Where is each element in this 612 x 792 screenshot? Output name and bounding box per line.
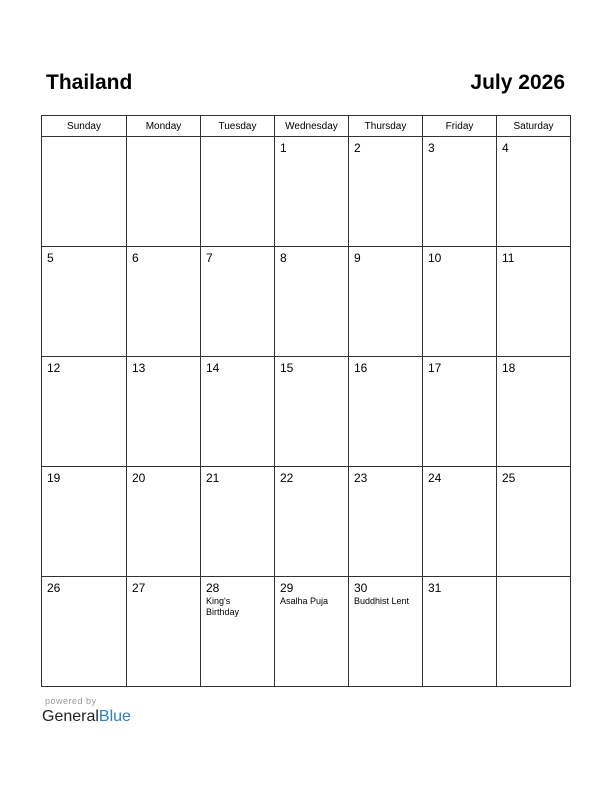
day-cell [349, 467, 423, 577]
holiday-label [497, 581, 570, 582]
holiday-label [423, 155, 496, 156]
day-number: 11 [502, 251, 515, 265]
holiday-label [275, 265, 348, 266]
day-cell [275, 467, 349, 577]
day-cell [275, 577, 349, 687]
day-cell [275, 357, 349, 467]
day-cell [349, 577, 423, 687]
day-cell [423, 357, 497, 467]
brand-blue: Blue [98, 708, 131, 725]
day-number: 19 [47, 471, 61, 485]
day-number: 15 [280, 361, 294, 375]
day-cell [423, 247, 497, 357]
holiday-label [497, 485, 570, 486]
holiday-label [42, 375, 126, 376]
holiday-label [201, 375, 274, 376]
day-cell [42, 357, 127, 467]
day-number: 1 [280, 141, 287, 155]
calendar-grid [41, 115, 571, 687]
day-cell [349, 247, 423, 357]
holiday-label [127, 375, 200, 376]
weekday-header: Saturday [497, 116, 571, 137]
day-cell [127, 577, 201, 687]
holiday-label [349, 265, 422, 266]
day-cell [201, 357, 275, 467]
day-number: 22 [280, 471, 294, 485]
holiday-label [349, 155, 422, 156]
day-cell [201, 467, 275, 577]
month-year-title: July 2026 [470, 71, 565, 94]
week-row [42, 467, 571, 577]
day-number: 30 [354, 581, 368, 595]
holiday-label [201, 485, 274, 486]
holiday-label [497, 265, 570, 266]
holiday-label [275, 375, 348, 376]
holiday-label [201, 265, 274, 266]
day-cell [127, 247, 201, 357]
weekday-header: Thursday [349, 116, 423, 137]
day-number: 9 [354, 251, 361, 265]
holiday-label [42, 265, 126, 266]
day-cell [42, 467, 127, 577]
day-number: 2 [354, 141, 361, 155]
weekday-header: Monday [127, 116, 201, 137]
holiday-label [275, 485, 348, 486]
day-cell [349, 137, 423, 247]
holiday-label: Buddhist Lent [354, 596, 410, 606]
holiday-label [423, 595, 496, 596]
holiday-label [42, 141, 126, 142]
day-number: 16 [354, 361, 368, 375]
week-row [42, 137, 571, 247]
day-cell [201, 247, 275, 357]
day-cell [275, 137, 349, 247]
day-number: 28 [206, 581, 220, 595]
week-row [42, 247, 571, 357]
powered-by-text: powered by [45, 696, 97, 706]
holiday-label: Asalha Puja [280, 596, 329, 606]
holiday-label [349, 375, 422, 376]
day-number: 12 [47, 361, 61, 375]
holiday-label [497, 375, 570, 376]
day-number: 5 [47, 251, 54, 265]
country-title: Thailand [46, 71, 133, 94]
weekday-header-row [42, 116, 571, 137]
day-number: 8 [280, 251, 287, 265]
day-number: 27 [132, 581, 146, 595]
day-cell [497, 247, 571, 357]
holiday-label [127, 265, 200, 266]
holiday-label [127, 595, 200, 596]
day-cell [127, 357, 201, 467]
day-number: 25 [502, 471, 516, 485]
day-number: 14 [206, 361, 220, 375]
holiday-label [423, 485, 496, 486]
day-cell [127, 467, 201, 577]
day-cell [497, 357, 571, 467]
day-number: 31 [428, 581, 442, 595]
day-number: 29 [280, 581, 294, 595]
day-number: 10 [428, 251, 442, 265]
day-cell [42, 137, 127, 247]
holiday-label [349, 485, 422, 486]
day-number: 17 [428, 361, 442, 375]
holiday-label [201, 141, 274, 142]
day-cell [201, 577, 275, 687]
day-cell [127, 137, 201, 247]
holiday-label [42, 485, 126, 486]
holiday-label [127, 485, 200, 486]
footer-branding [42, 696, 131, 728]
day-cell [201, 137, 275, 247]
day-number: 24 [428, 471, 442, 485]
day-number: 4 [502, 141, 509, 155]
day-number: 6 [132, 251, 139, 265]
day-number: 13 [132, 361, 146, 375]
day-number: 7 [206, 251, 213, 265]
week-row [42, 577, 571, 687]
day-cell [497, 137, 571, 247]
holiday-label: King's Birthday [206, 596, 240, 617]
day-cell [349, 357, 423, 467]
weekday-header: Tuesday [201, 116, 275, 137]
brand-general: General [42, 708, 99, 725]
holiday-label [42, 595, 126, 596]
day-cell [275, 247, 349, 357]
holiday-label [497, 155, 570, 156]
weekday-header: Sunday [42, 116, 127, 137]
day-cell [497, 467, 571, 577]
holiday-label [275, 155, 348, 156]
day-cell [423, 577, 497, 687]
weekday-header: Wednesday [275, 116, 349, 137]
day-cell [423, 467, 497, 577]
week-row [42, 357, 571, 467]
day-number: 18 [502, 361, 516, 375]
day-number: 23 [354, 471, 368, 485]
generalblue-logo[interactable] [42, 706, 131, 728]
holiday-label [423, 265, 496, 266]
holiday-label [127, 141, 200, 142]
day-cell [423, 137, 497, 247]
day-number: 20 [132, 471, 146, 485]
day-number: 21 [206, 471, 220, 485]
day-number: 26 [47, 581, 61, 595]
day-number: 3 [428, 141, 435, 155]
day-cell [42, 247, 127, 357]
day-cell [497, 577, 571, 687]
day-cell [42, 577, 127, 687]
weekday-header: Friday [423, 116, 497, 137]
holiday-label [423, 375, 496, 376]
